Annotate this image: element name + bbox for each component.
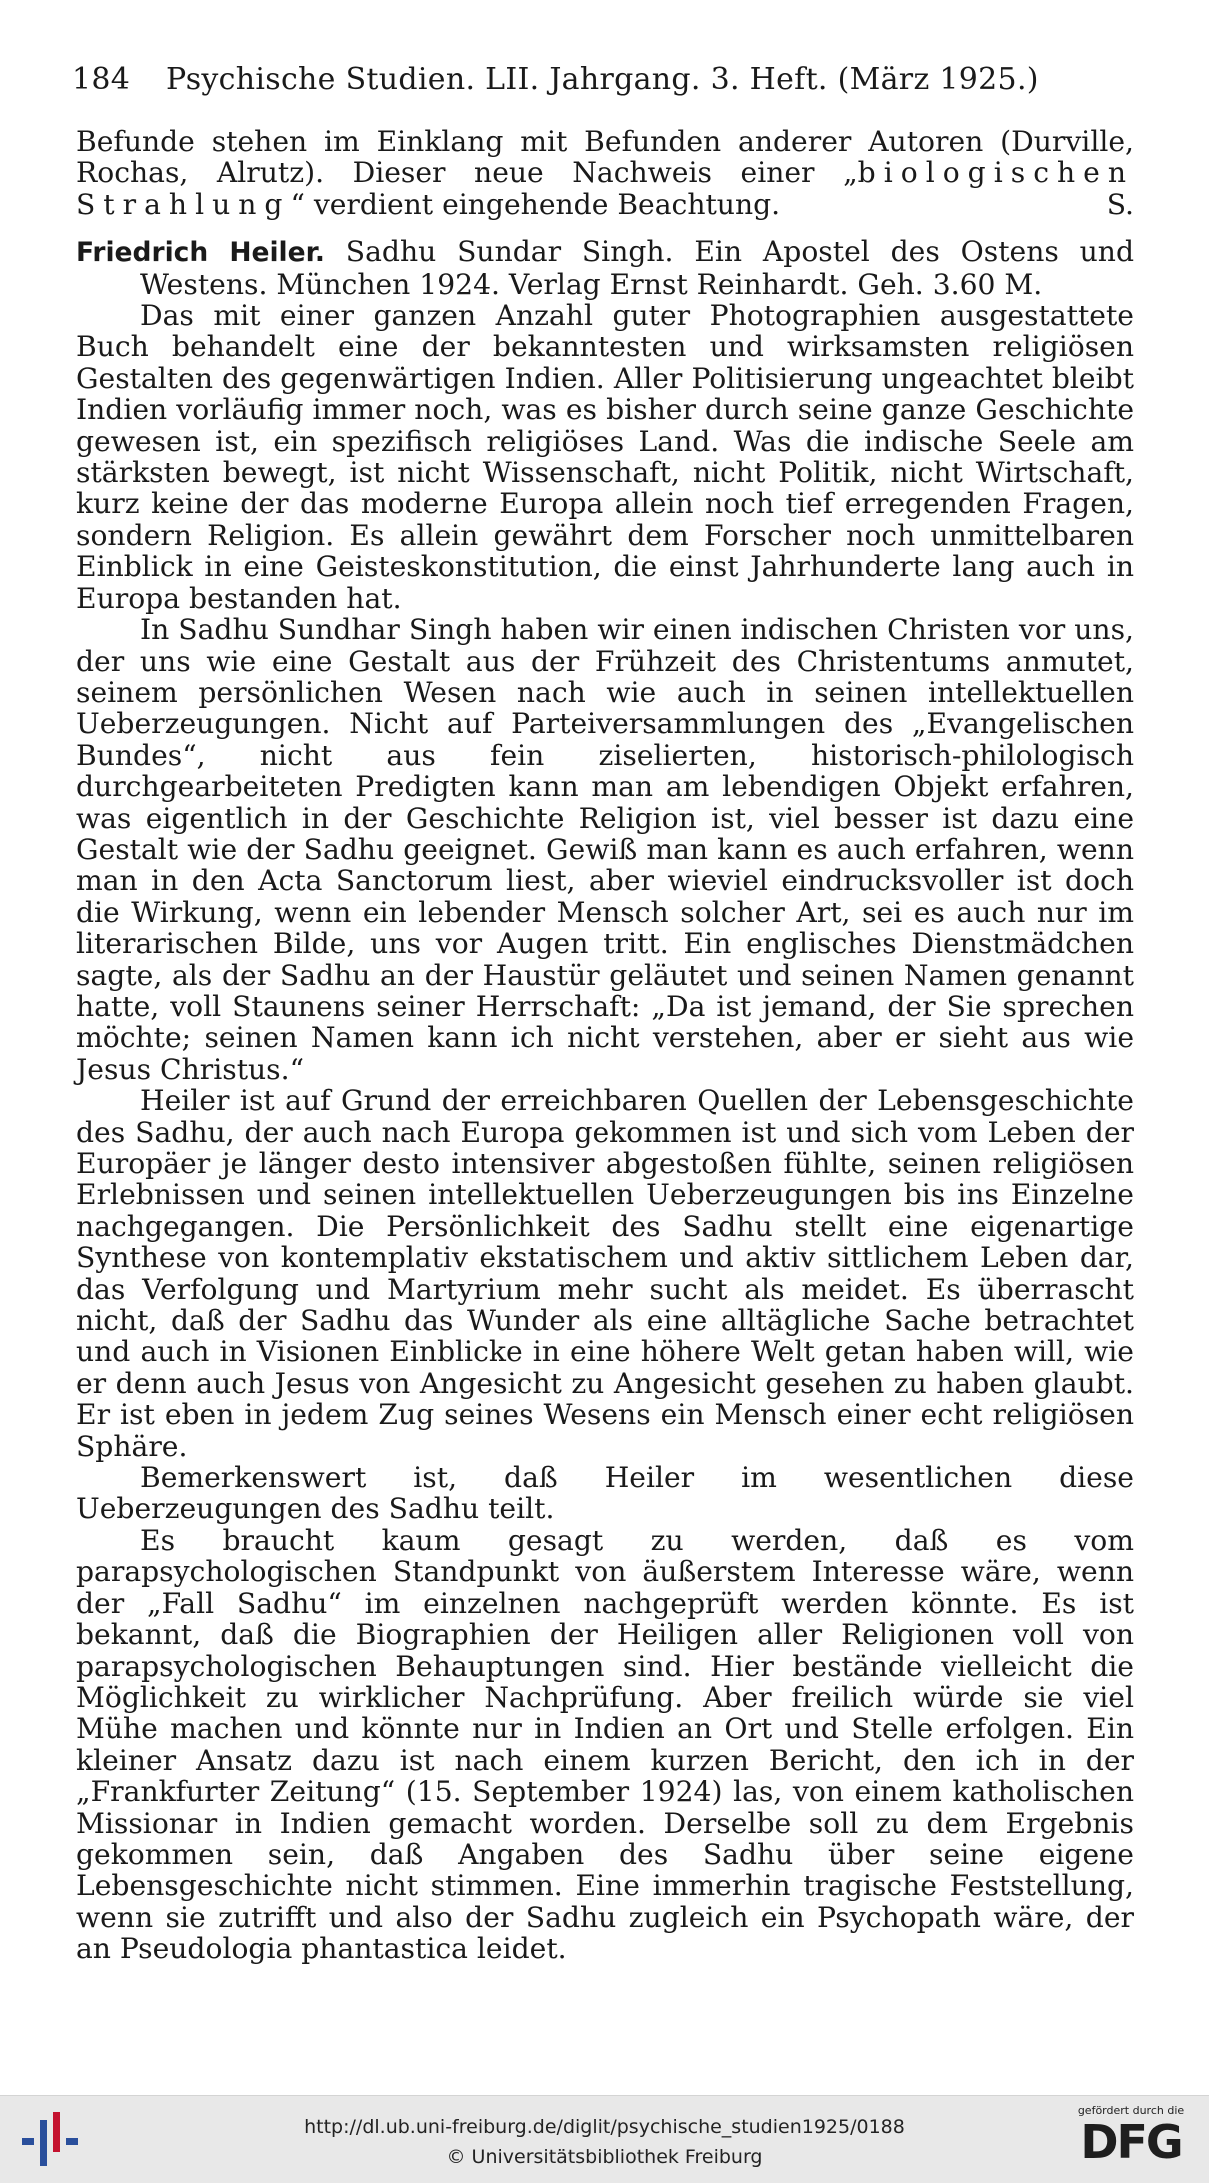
body-text: [76, 126, 1134, 1965]
paragraph: Es braucht kaum gesagt zu werden, daß es vom parapsychologischen Standpunkt von äußerstem Interesse wäre, wenn der „Fall Sadhu“ im einzelnen nachgeprüft werden könnte. Es ist bekannt, daß die Biographien der Heiligen aller Religionen voll von parapsychologischen Behauptungen sind. Hier bestände vielleicht die Möglichkeit zu wirklicher Nachprüfung. Aber freilich würde sie viel Mühe machen und könnte nur in Indien an Ort und Stelle erfolgen. Ein kleiner Ansatz dazu ist nach einem kurzen Bericht, den ich in der „Frankfurter Zeitung“ (15. September 1924) las, von einem katholischen Missionar in Indien gemacht worden. Derselbe soll zu dem Ergebnis gekommen sein, daß Angaben des Sadhu über seine eigene Lebensgeschichte nicht stimmen. Eine immerhin tragische Feststellung, wenn sie zutrifft und also der Sadhu zugleich ein Psychopath wäre, der an Pseudologia phantastica leidet.: [76, 1523, 1134, 1966]
paragraph: Heiler ist auf Grund der erreichbaren Quellen der Lebensgeschichte des Sadhu, der auch nach Europa gekommen ist und sich vom Leben der Europäer je länger desto intensiver abgestoßen fühlte, seinen religiösen Erlebnissen und seinen intellektuellen Ueberzeugungen bis ins Einzelne nachgegangen. Die Persönlichkeit des Sadhu stellt eine eigenartige Synthese von kontemplativ ekstatischem und aktiv sittlichem Leben dar, das Verfolgung und Martyrium mehr sucht als meidet. Es überrascht nicht, daß der Sadhu das Wunder als eine alltägliche Sache betrachtet und auch in Visionen Einblicke in eine höhere Welt getan haben will, wie er denn auch Jesus von Angesicht zu Angesicht gesehen zu haben glaubt. Er ist eben in jedem Zug seines Wesens ein Mensch einer echt religiösen Sphäre.: [76, 1084, 1134, 1463]
reviewer-signature: S.: [1106, 187, 1134, 221]
page-number: 184: [72, 62, 131, 97]
document-url[interactable]: http://dl.ub.uni-freiburg.de/diglit/psychische_studien1925/0188: [304, 2116, 905, 2138]
funder-logo-text: DFG: [1080, 2115, 1182, 2169]
funder-note: gefördert durch die: [1077, 2104, 1185, 2117]
running-header: [72, 62, 1072, 97]
dfg-logo: [1066, 2104, 1196, 2178]
copyright-notice: © Universitätsbibliothek Freiburg: [446, 2146, 763, 2168]
book-bibliography: Sadhu Sundar Singh. Ein Apostel des Ostens und Westens. München 1924. Verlag Ernst Reinhardt. Geh. 3.60 M.: [140, 235, 1135, 301]
previous-review-ending: Befunde stehen im Einklang mit Befunden anderer Autoren (Durville, Rochas, Alrutz). Dieser neue Nachweis einer „biologischen Strahlung“ verdient eingehende Beachtung. S.: [76, 125, 1134, 221]
book-author: Friedrich Heiler.: [76, 237, 325, 269]
paragraph: Bemerkenswert ist, daß Heiler im wesentlichen diese Ueberzeugungen des Sadhu teilt.: [76, 1461, 1134, 1526]
running-title: Psychische Studien. LII. Jahrgang. 3. Heft. (März 1925.): [166, 62, 1039, 97]
spaced-emphasis: biologischen Strahlung: [76, 156, 1134, 221]
paragraph: In Sadhu Sundhar Singh haben wir einen indischen Christen vor uns, der uns wie eine Gestalt aus der Frühzeit des Christentums anmutet, seinem persönlichen Wesen nach wie auch in seinen intellektuellen Ueberzeugungen. Nicht auf Parteiversammlungen des „Evangelischen Bundes“, nicht aus fein ziselierten, historisch-philologisch durchgearbeiteten Predigten kann man am lebendigen Objekt erfahren, was eigentlich in der Geschichte Religion ist, viel besser ist dazu eine Gestalt wie der Sadhu geeignet. Gewiß man kann es auch erfahren, wenn man in den Acta Sanctorum liest, aber wieviel eindrucksvoller ist doch die Wirkung, wenn ein lebender Mensch solcher Art, sei es auch nur im literarischen Bilde, uns vor Augen tritt. Ein englisches Dienstmädchen sagte, als der Sadhu an der Haustür geläutet und seinen Namen genannt hatte, voll Staunens seiner Herrschaft: „Da ist jemand, der Sie sprechen möchte; seinen Namen kann ich nicht verstehen, aber er sieht aus wie Jesus Christus.“: [76, 613, 1134, 1086]
viewer-footer: [0, 2095, 1209, 2183]
review-heading: [76, 236, 1134, 300]
paragraph: Das mit einer ganzen Anzahl guter Photographien ausgestattete Buch behandelt eine der bekanntesten und wirksamsten religiösen Gestalten des gegenwärtigen Indien. Aller Politisierung ungeachtet bleibt Indien vorläufig immer noch, was es bisher durch seine ganze Geschichte gewesen ist, ein spezifisch religiöses Land. Was die indische Seele am stärksten bewegt, ist nicht Wissenschaft, nicht Politik, nicht Wirtschaft, kurz keine der das moderne Europa allein noch tief erregenden Fragen, sondern Religion. Es allein gewährt dem Forscher noch unmittelbaren Einblick in eine Geisteskonstitution, die einst Jahrhunderte lang auch in Europa bestanden hat.: [76, 299, 1134, 615]
